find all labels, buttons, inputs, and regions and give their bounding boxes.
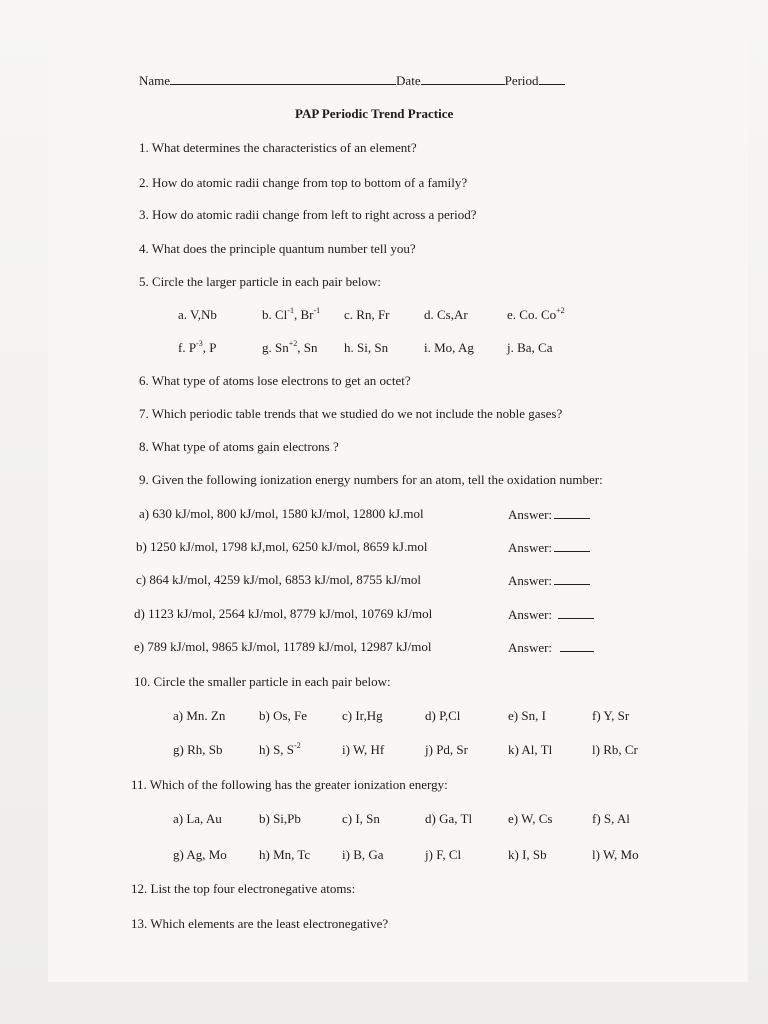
- q10-item-c: c) Ir,Hg: [342, 708, 383, 723]
- q5-item-g: g. $Sn^{+2}$, Sn: [262, 338, 318, 355]
- q11-item-j: j) F, Cl: [425, 847, 462, 862]
- q5-item-e: e. Co. $Co^{+2}$: [507, 305, 565, 322]
- q10-item-e: e) Sn, I: [508, 708, 546, 723]
- q11-item-f: f) S, Al: [592, 811, 630, 826]
- q5-item-f: f. $P^{-3}$, P: [178, 338, 217, 355]
- q5-item-j: j. Ba, Ca: [507, 340, 553, 355]
- period-blank: [539, 72, 565, 85]
- name-label: Name: [139, 73, 171, 88]
- q10-item-i: i) W, Hf: [342, 742, 385, 757]
- q9-answer-a: Answer:: [508, 506, 590, 523]
- q10-item-a: a) Mn. Zn: [173, 708, 226, 723]
- q9-answer-d: Answer:: [508, 606, 594, 623]
- question-11: 11. Which of the following has the greater ionization energy:: [131, 777, 448, 792]
- question-4: 4. What does the principle quantum number tell you?: [139, 241, 416, 256]
- q9-answer-b: Answer:: [508, 539, 590, 556]
- q11-item-i: i) B, Ga: [342, 847, 384, 862]
- question-7: 7. Which periodic table trends that we studied do we not include the noble gases?: [139, 406, 563, 421]
- q10-item-j: j) Pd, Sr: [425, 742, 468, 757]
- question-1: 1. What determines the characteristics of an element?: [139, 140, 417, 155]
- q11-item-b: b) Si,Pb: [259, 811, 301, 826]
- question-3: 3. How do atomic radii change from left to right across a period?: [139, 207, 477, 222]
- question-12: 12. List the top four electronegative atoms:: [131, 881, 356, 896]
- q9-answer-c: Answer:: [508, 572, 590, 589]
- q11-item-l: l) W, Mo: [592, 847, 639, 862]
- q9-item-e: e) 789 kJ/mol, 9865 kJ/mol, 11789 kJ/mol, 12987 kJ/mol: [134, 639, 432, 654]
- q5-item-d: d. Cs,Ar: [424, 307, 468, 322]
- q11-item-d: d) Ga, Tl: [425, 811, 473, 826]
- question-8: 8. What type of atoms gain electrons ?: [139, 439, 339, 454]
- q5-item-h: h. Si, Sn: [344, 340, 389, 355]
- q11-item-c: c) I, Sn: [342, 811, 380, 826]
- q11-item-h: h) Mn, Tc: [259, 847, 311, 862]
- question-5: 5. Circle the larger particle in each pair below:: [139, 274, 381, 289]
- q5-item-a: a. V,Nb: [178, 307, 217, 322]
- q10-item-f: f) Y, Sr: [592, 708, 630, 723]
- page-title: PAP Periodic Trend Practice: [295, 106, 454, 121]
- q10-item-l: l) Rb, Cr: [592, 742, 638, 757]
- period-label: Period: [504, 73, 539, 88]
- question-9: 9. Given the following ionization energy numbers for an atom, tell the oxidation number:: [139, 472, 603, 487]
- q11-item-a: a) La, Au: [173, 811, 222, 826]
- q9-item-b: b) 1250 kJ/mol, 1798 kJ,mol, 6250 kJ/mol, 8659 kJ.mol: [136, 539, 428, 554]
- q9-item-a: a) 630 kJ/mol, 800 kJ/mol, 1580 kJ/mol, 12800 kJ.mol: [139, 506, 424, 521]
- q9-item-d: d) 1123 kJ/mol, 2564 kJ/mol, 8779 kJ/mol, 10769 kJ/mol: [134, 606, 433, 621]
- name-blank: [170, 72, 396, 85]
- question-2: 2. How do atomic radii change from top to bottom of a family?: [139, 175, 468, 190]
- q10-item-g: g) Rh, Sb: [173, 742, 223, 757]
- question-6: 6. What type of atoms lose electrons to get an octet?: [139, 373, 411, 388]
- q10-item-d: d) P,Cl: [425, 708, 461, 723]
- header-line: [139, 72, 565, 89]
- date-label: Date: [396, 73, 421, 88]
- q10-item-b: b) Os, Fe: [259, 708, 308, 723]
- q5-item-b: b. $Cl^{-1}$, $Br^{-1}$: [262, 305, 321, 322]
- q5-item-c: c. Rn, Fr: [344, 307, 390, 322]
- date-blank: [421, 72, 505, 85]
- question-10: 10. Circle the smaller particle in each pair below:: [134, 674, 391, 689]
- q11-item-k: k) I, Sb: [508, 847, 547, 862]
- q10-item-k: k) Al, Tl: [508, 742, 553, 757]
- q10-item-h: h) S, $S^{-2}$: [259, 740, 301, 757]
- q9-item-c: c) 864 kJ/mol, 4259 kJ/mol, 6853 kJ/mol, 8755 kJ/mol: [136, 572, 421, 587]
- q11-item-g: g) Ag, Mo: [173, 847, 227, 862]
- question-13: 13. Which elements are the least electronegative?: [131, 916, 389, 931]
- q11-item-e: e) W, Cs: [508, 811, 553, 826]
- q9-answer-e: Answer:: [508, 639, 594, 656]
- q5-item-i: i. Mo, Ag: [424, 340, 474, 355]
